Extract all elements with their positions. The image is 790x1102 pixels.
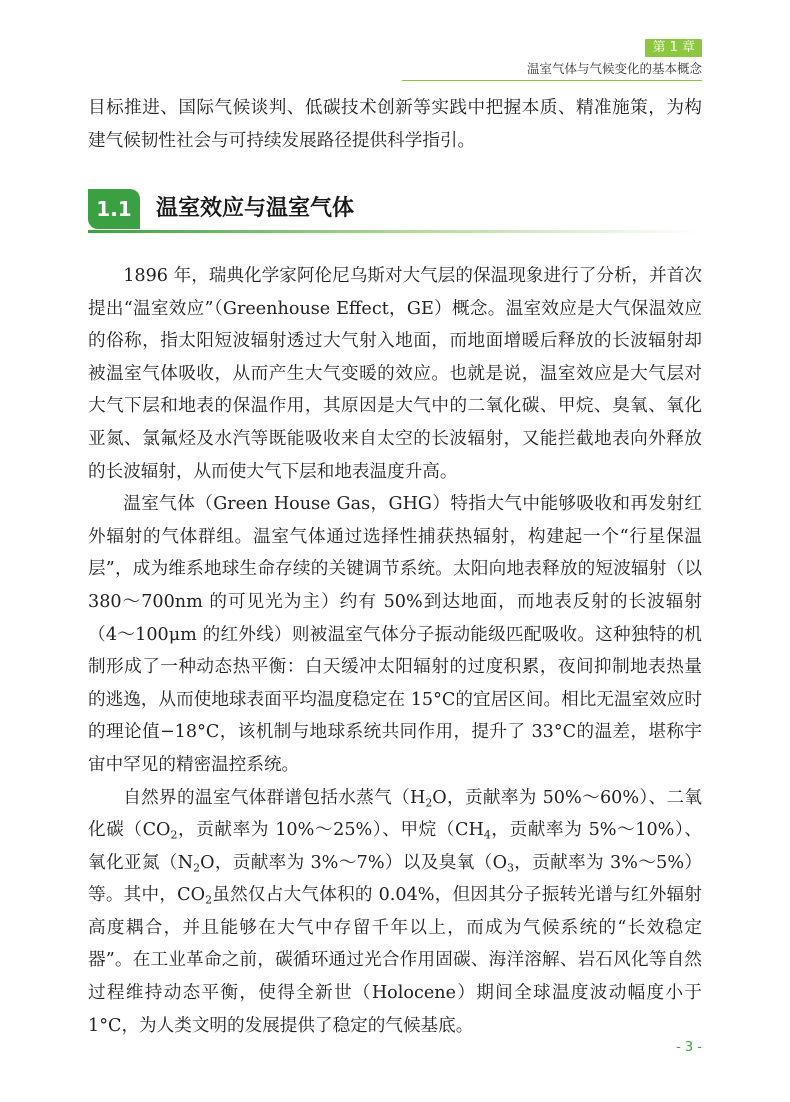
section-title: 温室效应与温室气体 <box>156 196 355 221</box>
text-run: O，贡献率为 50%～60%）、二氧化碳（CO <box>88 787 702 841</box>
text-run: 自然界的温室气体群谱包括水蒸气（H <box>123 787 426 808</box>
section-heading <box>88 189 702 231</box>
page-number: - 3 - <box>676 1040 702 1055</box>
subscript: 4 <box>483 828 491 842</box>
paragraph-greenhouse-gas: 温室气体（Green House Gas，GHG）特指大气中能够吸收和再发射红外辐射的气体群组。温室气体通过选择性捕获热辐射，构建起一个“行星保温层”，成为维系地球生命存续的关键调节系统。太阳向地表释放的短波辐射（以 380～700nm 的可见光为主）约有 50%到达地面，而地表反射的长波辐射（4～100μm 的红外线）则被温室气体分子振动能级匹配吸收。这种独特的机制形成了一种动态热平衡：白天缓冲太阳辐射的过度积累，夜间抑制地表热量的逃逸，从而使地球表面平均温度稳定在 15°C的宜居区间。相比无温室效应时的理论值−18°C，该机制与地球系统共同作用，提升了 33°C的温差，堪称宇宙中罕见的精密温控系统。 <box>88 494 702 775</box>
paragraph-gas-spectrum <box>88 782 702 1043</box>
paragraph-greenhouse-effect: 1896 年，瑞典化学家阿伦尼乌斯对大气层的保温现象进行了分析，并首次提出“温室效应”（Greenhouse Effect，GE）概念。温室效应是大气保温效应的俗称，指太阳短波辐射透过大气射入地面，而地面增暖后释放的长波辐射却被温室气体吸收，从而产生大气变暖的效应。也就是说，温室效应是大气层对大气下层和地表的保温作用，其原因是大气中的二氧化碳、甲烷、臭氧、氧化亚氮、氯氟烃及水汽等既能吸收来自太空的长波辐射，又能拦截地表向外释放的长波辐射，从而使大气下层和地表温度升高。 <box>88 266 702 482</box>
subscript: 3 <box>507 860 514 874</box>
section-number: 1.1 <box>88 189 140 229</box>
text-run: 虽然仅占大气体积的 0.04%，但因其分子振转光谱与红外辐射高度耦合，并且能够在大气中存留千年以上，而成为气候系统的“长效稳定器”。在工业革命之前，碳循环通过光合作用固碳、海洋溶解、岩石风化等自然过程维持动态平衡，使得全新世（Holocene）期间全球温度波动幅度小于 1°C，为人类文明的发展提供了稳定的气候基底。 <box>88 885 702 1036</box>
text-run: ，贡献率为 5%～10%）、氧化亚氮（N <box>88 820 703 873</box>
intro-tail-paragraph: 目标推进、国际气候谈判、低碳技术创新等实践中把握本质、精准施策，为构建气候韧性社会与可持续发展路径提供科学指引。 <box>88 98 702 151</box>
section-rule <box>88 230 702 233</box>
subscript: 2 <box>193 860 201 874</box>
text-run: ，贡献率为 10%～25%）、甲烷（CH <box>177 820 484 841</box>
chapter-tab: 第 1 章 <box>645 39 702 57</box>
subscript: 2 <box>170 828 178 842</box>
subscript: 2 <box>425 795 433 809</box>
chapter-title: 温室气体与气候变化的基本概念 <box>402 59 702 81</box>
text-run: ，贡献率为 3%～5%）等。其中，CO <box>88 852 702 906</box>
intro-tail-block <box>88 92 702 157</box>
text-run: O，贡献率为 3%～7%）以及臭氧（O <box>200 852 507 873</box>
running-header <box>402 36 702 81</box>
section-body <box>88 260 702 1042</box>
subscript: 2 <box>205 893 213 907</box>
